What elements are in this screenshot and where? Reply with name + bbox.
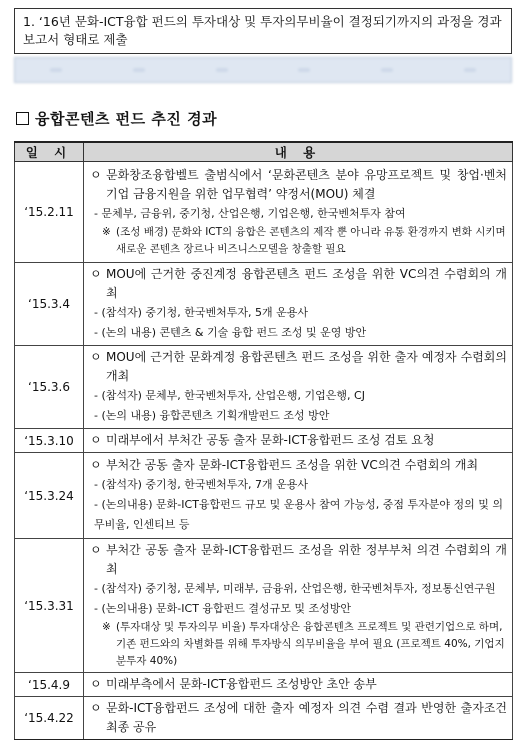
circle-bullet-icon: ㅇ (90, 677, 102, 691)
circle-bullet-icon: ㅇ (90, 543, 102, 557)
table-row (15, 673, 513, 697)
row-content (84, 346, 513, 429)
sub-item: - (논의 내용) 융합콘텐츠 기획개발펀드 조성 방안 (94, 409, 330, 422)
main-item (90, 699, 507, 737)
blur-block (381, 68, 393, 72)
square-bullet-icon (16, 112, 29, 125)
circle-bullet-icon: ㅇ (90, 433, 102, 447)
main-item-text: MOU에 근거한 중진계정 융합콘텐츠 펀드 조성을 위한 VC의견 수렴회의 개최 (106, 267, 507, 300)
main-item-text: 부처간 공동 출자 문화-ICT융합펀드 조성을 위한 정부부처 의견 수렴회의 개최 (106, 543, 507, 576)
main-item (90, 166, 507, 204)
row-content (84, 453, 513, 539)
table-row (15, 429, 513, 453)
row-date: ‘15.3.4 (15, 263, 84, 346)
main-item-text: 미래부측에서 문화-ICT융합펀드 조성방안 초안 송부 (106, 677, 377, 691)
circle-bullet-icon: ㅇ (90, 701, 102, 715)
main-item-text: 부처간 공동 출자 문화-ICT융합펀드 조성을 위한 VC의견 수렴회의 개최 (106, 458, 479, 472)
row-content (84, 162, 513, 263)
note-item (90, 224, 507, 258)
header-date: 일 시 (15, 142, 84, 162)
table-row (15, 162, 513, 263)
row-content (84, 539, 513, 673)
reference-mark-icon: ※ (102, 226, 111, 238)
row-date: ‘15.3.31 (15, 539, 84, 673)
main-item-text: 문화-ICT융합펀드 조성에 대한 출자 예정자 의견 수렴 결과 반영한 출자조건 최종 공유 (106, 701, 507, 734)
blurred-strip (14, 57, 512, 83)
main-item (90, 348, 507, 386)
sub-item: - (참석자) 중기청, 한국벤처투자, 7개 운용사 (94, 478, 309, 491)
row-date: ‘15.3.6 (15, 346, 84, 429)
blur-block (50, 68, 62, 72)
table-header-row (15, 142, 513, 162)
blur-block (133, 68, 145, 72)
row-content (84, 673, 513, 697)
blur-block (464, 68, 476, 72)
sub-item: - (논의내용) 문화-ICT융합펀드 규모 및 운용사 참여 가능성, 중점 투자분야 정의 및 의무비율, 인센티브 등 (94, 498, 504, 531)
main-item (90, 541, 507, 579)
table-row (15, 263, 513, 346)
note-text: (조성 배경) 문화와 ICT의 융합은 콘텐츠의 제작 뿐 아니라 유통 환경까지 변화 시키며 새로운 콘텐츠 장르나 비즈니스모델을 창출할 필요 (116, 226, 506, 255)
sub-item: - (참석자) 중기청, 문체부, 미래부, 금융위, 산업은행, 한국벤처투자, 정보통신연구원 (94, 582, 496, 595)
sub-item: - (논의 내용) 콘텐츠 & 기술 융합 펀드 조성 및 운영 방안 (94, 326, 367, 339)
main-item-text: MOU에 근거한 문화계정 융합콘텐츠 펀드 조성을 위한 출자 예정자 수렴회의 개최 (106, 350, 507, 383)
table-row (15, 539, 513, 673)
row-content (84, 429, 513, 453)
circle-bullet-icon: ㅇ (90, 267, 102, 281)
row-date: ‘15.4.9 (15, 673, 84, 697)
row-date: ‘15.4.22 (15, 697, 84, 740)
circle-bullet-icon: ㅇ (90, 350, 102, 364)
row-date: ‘15.2.11 (15, 162, 84, 263)
note-text: (투자대상 및 투자의무 비율) 투자대상은 융합콘텐츠 프로젝트 및 관련기업으로 하며, 기존 펀드와의 차별화를 위해 투자방식 의무비율을 부여 필요 (프로젝트 40%, 기업지분투자 40%) (116, 621, 505, 667)
sub-item: - 문체부, 금융위, 중기청, 산업은행, 기업은행, 한국벤처투자 참여 (94, 207, 406, 220)
blur-block (216, 68, 228, 72)
table-row (15, 453, 513, 539)
main-item (90, 431, 507, 450)
sub-item: - (참석자) 문체부, 한국벤처투자, 산업은행, 기업은행, CJ (94, 389, 365, 402)
main-item (90, 675, 507, 694)
main-item-text: 문화창조융합벨트 출범식에서 ‘문화콘텐츠 분야 유망프로젝트 및 창업·벤처기업 금융지원을 위한 업무협력’ 약정서(MOU) 체결 (106, 168, 507, 201)
reference-mark-icon: ※ (102, 621, 111, 633)
row-date: ‘15.3.10 (15, 429, 84, 453)
table-row (15, 697, 513, 740)
progress-table (14, 141, 513, 740)
header-content: 내 용 (84, 142, 513, 162)
row-date: ‘15.3.24 (15, 453, 84, 539)
row-content (84, 263, 513, 346)
table-row (15, 346, 513, 429)
section-heading (16, 108, 217, 129)
sub-item: - (논의내용) 문화-ICT 융합펀드 결성규모 및 조성방안 (94, 602, 352, 615)
section-title-text: 융합콘텐츠 펀드 추진 경과 (35, 110, 218, 128)
main-item (90, 456, 507, 475)
circle-bullet-icon: ㅇ (90, 168, 102, 182)
main-item-text: 미래부에서 부처간 공동 출자 문화-ICT융합펀드 조성 검토 요청 (106, 433, 435, 447)
main-item (90, 265, 507, 303)
row-content (84, 697, 513, 740)
note-item (90, 619, 507, 670)
circle-bullet-icon: ㅇ (90, 458, 102, 472)
blur-block (298, 68, 310, 72)
question-text: 1. ‘16년 문화-ICT융합 펀드의 투자대상 및 투자의무비율이 결정되기까지의 과정을 경과보고서 형태로 제출 (23, 14, 502, 47)
question-box (14, 8, 512, 54)
sub-item: - (참석자) 중기청, 한국벤처투자, 5개 운용사 (94, 306, 309, 319)
